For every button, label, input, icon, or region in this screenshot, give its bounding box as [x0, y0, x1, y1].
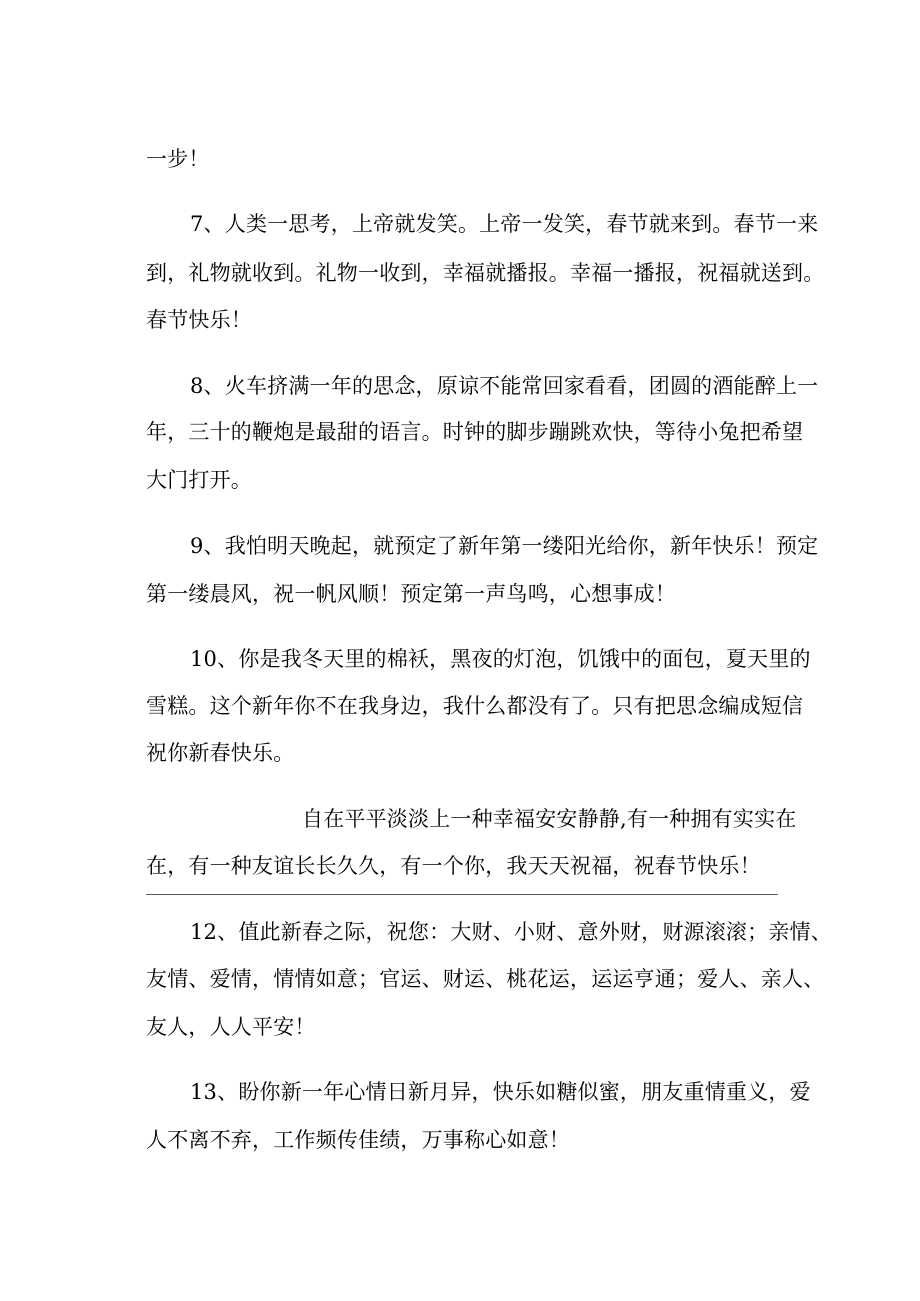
horizontal-rule [146, 894, 778, 895]
paragraph-12-line-2: 友情、爱情，情情如意；官运、财运、桃花运，运运亨通；爱人、亲人、 [146, 967, 825, 991]
paragraph-11-line-1: 自在平平淡淡上一种幸福安安静静,有一种拥有实实在 [302, 807, 797, 831]
paragraph-8-line-3: 大门打开。 [146, 468, 252, 492]
paragraph-8-line-2: 年，三十的鞭炮是最甜的语言。时钟的脚步蹦跳欢快，等待小兔把希望 [146, 420, 804, 444]
paragraph-7-line-2: 到，礼物就收到。礼物一收到，幸福就播报。幸福一播报，祝福就送到。 [146, 261, 825, 285]
paragraph-13-line-1: 13、盼你新一年心情日新月异，快乐如糖似蜜，朋友重情重义，爱 [190, 1080, 811, 1104]
paragraph-12-line-3: 友人，人人平安！ [146, 1015, 316, 1039]
paragraph-9-line-1: 9、我怕明天晚起，就预定了新年第一缕阳光给你，新年快乐！预定 [190, 534, 819, 558]
paragraph-7-line-3: 春节快乐！ [146, 308, 252, 332]
paragraph-7-line-1: 7、人类一思考，上帝就发笑。上帝一发笑，春节就来到。春节一来 [190, 212, 819, 236]
paragraph-12-line-1: 12、值此新春之际，祝您：大财、小财、意外财，财源滚滚；亲情、 [190, 920, 832, 944]
paragraph-13-line-2: 人不离不弃，工作频传佳绩，万事称心如意！ [146, 1128, 570, 1152]
paragraph-10-line-1: 10、你是我冬天里的棉袄，黑夜的灯泡，饥饿中的面包，夏天里的 [190, 647, 811, 671]
paragraph-10-line-2: 雪糕。这个新年你不在我身边，我什么都没有了。只有把思念编成短信 [146, 694, 804, 718]
paragraph-11-line-2: 在，有一种友谊长长久久，有一个你，我天天祝福，祝春节快乐！ [146, 854, 761, 878]
paragraph-9-line-2: 第一缕晨风，祝一帆风顺！预定第一声鸟鸣，心想事成！ [146, 582, 676, 606]
paragraph-6-line-1: 一步！ [146, 147, 210, 171]
paragraph-8-line-1: 8、火车挤满一年的思念，原谅不能常回家看看，团圆的酒能醉上一 [190, 374, 819, 398]
paragraph-10-line-3: 祝你新春快乐。 [146, 741, 295, 765]
